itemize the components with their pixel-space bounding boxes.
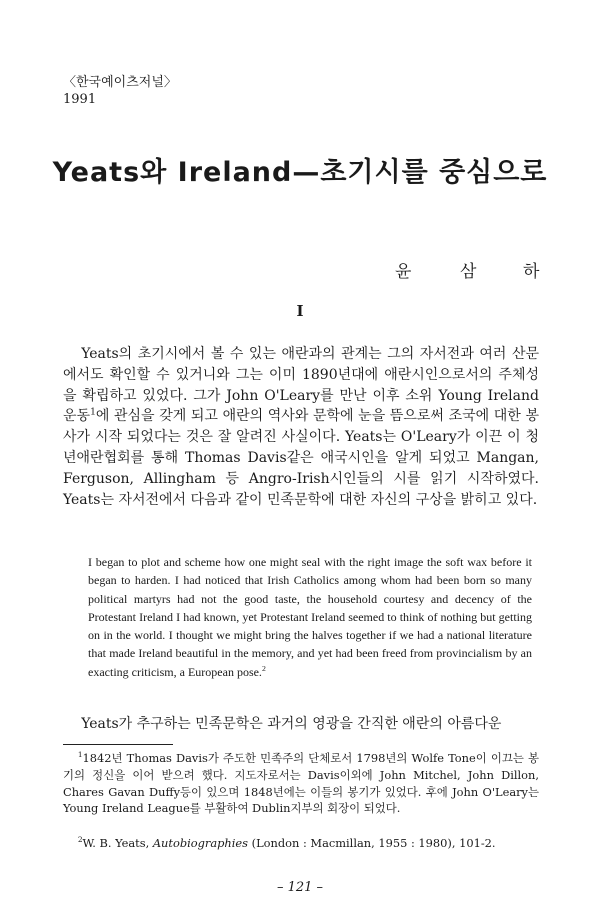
body-paragraph-1 [63,344,539,510]
footnote-2 [63,835,539,852]
footnote-1-text: 1842년 Thomas Davis가 주도한 민족주의 단체로서 1798년의 Wolfe Tone이 이끄는 봉기의 정신을 이어 받으려 했다. 지도자로서는 Davis이외에 John Mitchel, John Dillon, Chares Gavan Duffy등이 있으며 1848년에는 이들의 봉기가 있었다. 후에 John O'Leary는 Young Ireland League를 부활하여 Dublin지부의 회장이 되었다. [63,751,539,816]
quote-text: I began to plot and scheme how one might seal with the right image the soft wax before it began to harden. I had noticed that Irish Catholics among whom had been born so many political martyrs had not the good taste, the household courtesy and decency of the Protestant Ireland I had known, yet Protestant Ireland seemed to think of nothing but getting on in the world. I thought we might bring the halves together if we had a national literature that made Ireland beautiful in the memory, and yet had been freed from provincialism by an exacting criticism, a European pose. [88,555,532,679]
para1-text-a: Yeats의 초기시에서 볼 수 있는 애란과의 관계는 그의 자서전과 여러 산문에서도 확인할 수 있거니와 그는 이미 1890년대에 애란시인으로서의 주체성을 확립하고 있었다. 그가 John O'Leary를 만난 이후 소위 Young Ireland 운동 [63,346,539,425]
paper-title: Yeats와 Ireland—초기시를 중심으로 [52,157,548,188]
footnote-2-text-post: (London : Macmillan, 1955 : 1980), 101-2. [248,836,496,850]
body-paragraph-2 [63,714,539,735]
footnote-2-mark: 2 [77,835,83,845]
footnote-divider [63,744,173,745]
page-number: – 121 – [276,880,324,895]
author-char-2: 삼 [460,262,477,282]
footnote-ref-1: 1 [90,407,96,418]
para1-text-b: 에 관심을 갖게 되고 애란의 역사와 문학에 눈을 뜸으로써 조국에 대한 봉사가 시작 되었다는 것은 잘 알려진 사실이다. Yeats는 O'Leary가 이끈 이 청년애란협회를 통해 Thomas Davis같은 애국시인을 알게 되었고 Mangan, Ferguson, Allingham 등 Angro-Irish시인들의 시를 읽기 시작하였다. Yeats는 자서전에서 다음과 같이 민족문학에 대한 자신의 구상을 밝히고 있다. [63,408,539,508]
footnote-2-book-title: Autobiographies [152,836,249,850]
footnote-2-text-pre: W. B. Yeats, [82,836,153,850]
author-char-1: 윤 [395,262,412,282]
journal-header [63,74,177,108]
footnote-1 [63,750,539,817]
para2-text: Yeats가 추구하는 민족문학은 과거의 영광을 간직한 애란의 아름다운 [81,716,502,732]
block-quote [88,553,532,681]
journal-year: 1991 [63,92,97,107]
section-heading: I [296,302,304,320]
footnote-1-mark: 1 [77,750,83,760]
journal-name: 〈한국예이츠저널〉 [63,75,177,90]
author-char-3: 하 [523,262,540,282]
footnote-ref-2: 2 [261,663,266,673]
